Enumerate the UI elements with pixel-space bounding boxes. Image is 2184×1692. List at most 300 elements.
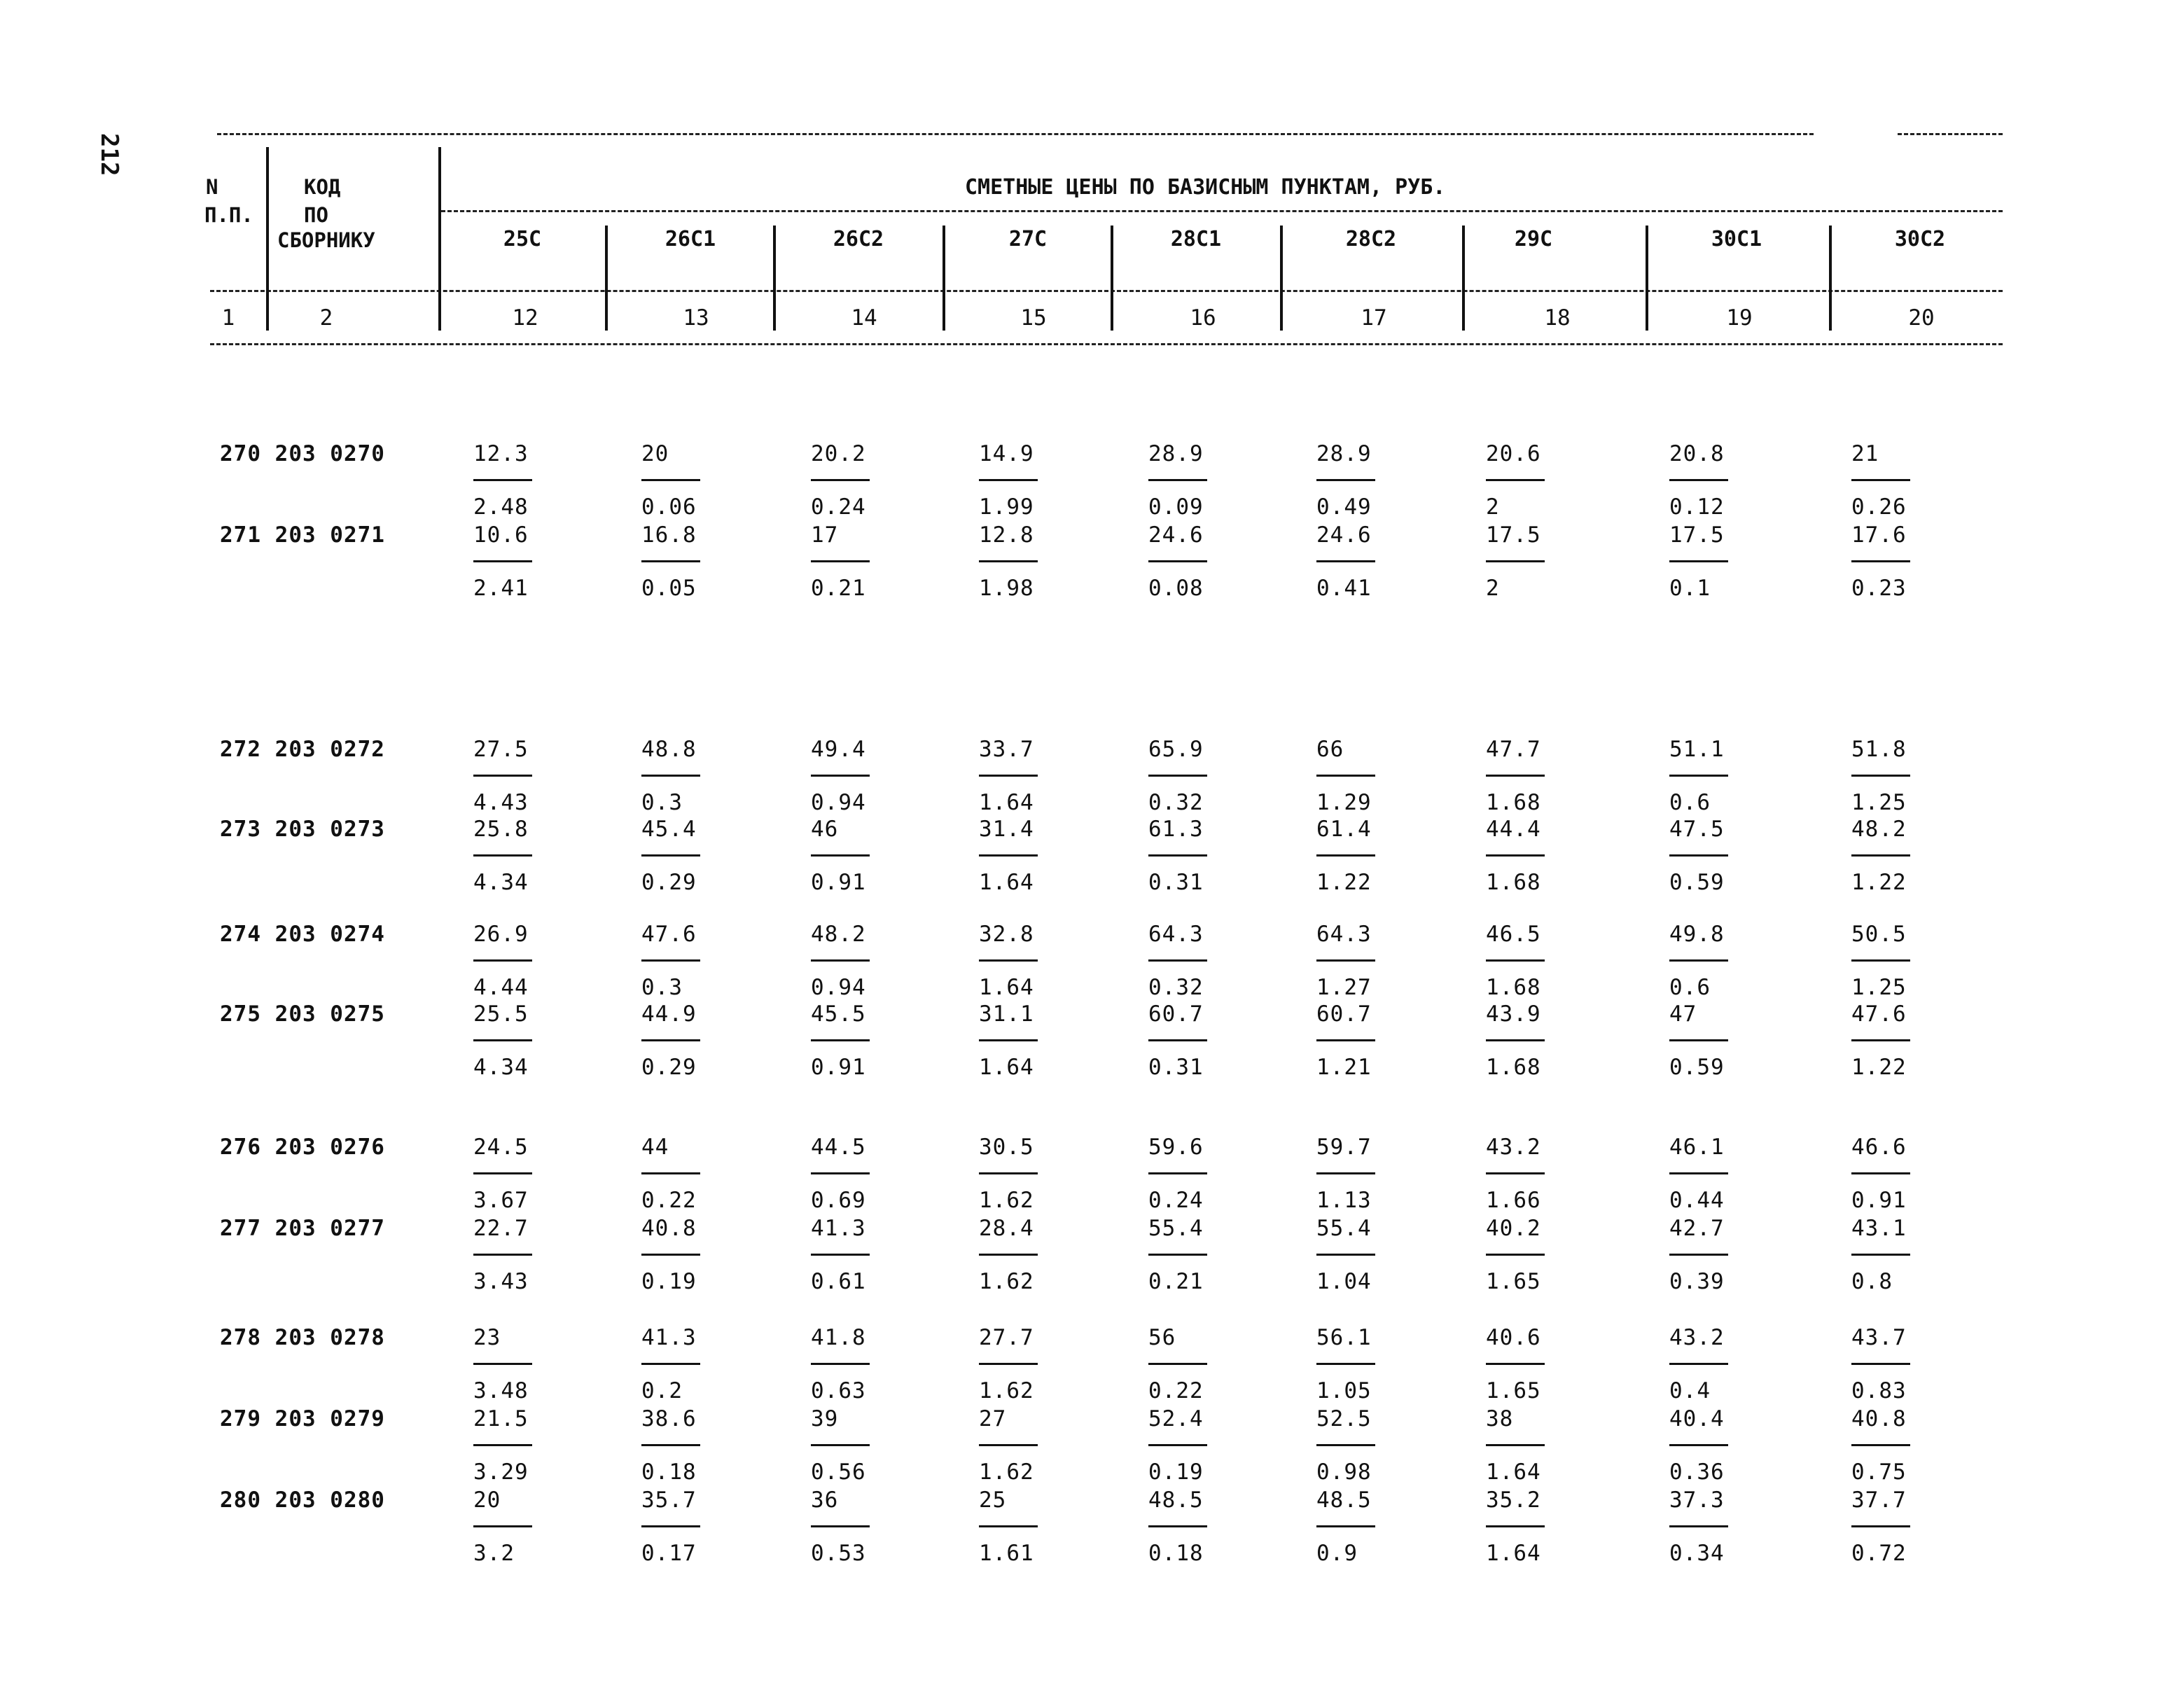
fraction-bar — [1851, 1525, 1910, 1527]
fraction-bar — [811, 1363, 870, 1365]
price-subvalue: 0.17 — [641, 1541, 697, 1566]
price-subvalue: 2 — [1486, 494, 1500, 520]
fraction-bar — [811, 1172, 870, 1174]
price-value: 27.7 — [979, 1325, 1034, 1350]
fraction-bar — [1851, 560, 1910, 562]
header-vbar — [1111, 226, 1113, 331]
price-subvalue: 0.08 — [1148, 576, 1204, 601]
fraction-bar — [1316, 1254, 1375, 1256]
price-value: 61.3 — [1148, 817, 1204, 842]
price-value: 48.5 — [1316, 1488, 1372, 1513]
header-col-number: 16 — [1190, 305, 1216, 331]
price-value: 50.5 — [1851, 922, 1907, 947]
fraction-bar — [1316, 775, 1375, 777]
price-subvalue: 2 — [1486, 576, 1500, 601]
price-subvalue: 0.12 — [1669, 494, 1725, 520]
price-value: 25.5 — [473, 1001, 529, 1027]
fraction-bar — [1851, 1254, 1910, 1256]
fraction-bar — [1851, 1172, 1910, 1174]
fraction-bar — [811, 1039, 870, 1041]
price-subvalue: 0.18 — [1148, 1541, 1204, 1566]
price-value: 52.4 — [1148, 1406, 1204, 1431]
price-subvalue: 1.64 — [979, 870, 1034, 895]
fraction-bar — [1669, 1444, 1728, 1446]
price-subvalue: 1.05 — [1316, 1378, 1372, 1403]
price-value: 65.9 — [1148, 737, 1204, 762]
price-subvalue: 0.69 — [811, 1188, 866, 1213]
price-value: 48.2 — [811, 922, 866, 947]
header-pp: П.П. — [204, 203, 253, 227]
price-subvalue: 0.24 — [811, 494, 866, 520]
fraction-bar — [979, 959, 1038, 962]
fraction-bar — [811, 479, 870, 481]
price-subvalue: 0.19 — [1148, 1459, 1204, 1485]
price-value: 41.8 — [811, 1325, 866, 1350]
header-col-number: 1 — [221, 305, 235, 331]
fraction-bar — [1148, 1254, 1207, 1256]
price-subvalue: 3.67 — [473, 1188, 529, 1213]
fraction-bar — [979, 1039, 1038, 1041]
price-value: 59.7 — [1316, 1135, 1372, 1160]
price-subvalue: 1.21 — [1316, 1055, 1372, 1080]
price-subvalue: 0.83 — [1851, 1378, 1907, 1403]
price-subvalue: 1.66 — [1486, 1188, 1541, 1213]
price-value: 47.7 — [1486, 737, 1541, 762]
fraction-bar — [641, 959, 700, 962]
price-value: 64.3 — [1148, 922, 1204, 947]
fraction-bar — [979, 775, 1038, 777]
row-code: 274 203 0274 — [220, 922, 385, 947]
price-value: 49.8 — [1669, 922, 1725, 947]
price-value: 20 — [473, 1488, 501, 1513]
price-value: 37.3 — [1669, 1488, 1725, 1513]
price-subvalue: 1.65 — [1486, 1269, 1541, 1294]
price-value: 66 — [1316, 737, 1344, 762]
price-subvalue: 0.44 — [1669, 1188, 1725, 1213]
fraction-bar — [1486, 1039, 1545, 1041]
header-bottom-rule — [210, 343, 2003, 345]
header-sub-rule — [210, 290, 2003, 292]
price-value: 44 — [641, 1135, 669, 1160]
fraction-bar — [1148, 1444, 1207, 1446]
fraction-bar — [1486, 959, 1545, 962]
fraction-bar — [1316, 1363, 1375, 1365]
header-vbar — [943, 226, 945, 331]
fraction-bar — [641, 1172, 700, 1174]
price-value: 24.6 — [1148, 522, 1204, 548]
price-value: 31.4 — [979, 817, 1034, 842]
price-subvalue: 0.94 — [811, 975, 866, 1000]
fraction-bar — [1851, 854, 1910, 857]
row-code: 271 203 0271 — [220, 522, 385, 548]
price-value: 56.1 — [1316, 1325, 1372, 1350]
row-code: 275 203 0275 — [220, 1001, 385, 1027]
price-subvalue: 3.48 — [473, 1378, 529, 1403]
price-value: 35.2 — [1486, 1488, 1541, 1513]
fraction-bar — [1316, 479, 1375, 481]
price-value: 40.8 — [641, 1216, 697, 1241]
price-subvalue: 0.72 — [1851, 1541, 1907, 1566]
price-value: 28.4 — [979, 1216, 1034, 1241]
fraction-bar — [1148, 1172, 1207, 1174]
price-value: 45.4 — [641, 817, 697, 842]
price-subvalue: 0.63 — [811, 1378, 866, 1403]
price-value: 47 — [1669, 1001, 1697, 1027]
price-subvalue: 0.32 — [1148, 790, 1204, 815]
price-subvalue: 0.56 — [811, 1459, 866, 1485]
price-subvalue: 1.62 — [979, 1188, 1034, 1213]
price-value: 41.3 — [641, 1325, 697, 1350]
price-value: 24.6 — [1316, 522, 1372, 548]
price-value: 26.9 — [473, 922, 529, 947]
price-subvalue: 0.31 — [1148, 870, 1204, 895]
price-value: 64.3 — [1316, 922, 1372, 947]
price-value: 39 — [811, 1406, 839, 1431]
fraction-bar — [1316, 1444, 1375, 1446]
price-subvalue: 1.61 — [979, 1541, 1034, 1566]
price-value: 47.6 — [641, 922, 697, 947]
header-col-name: 27С — [1008, 227, 1048, 251]
price-subvalue: 0.29 — [641, 870, 697, 895]
fraction-bar — [473, 854, 532, 857]
price-value: 17.6 — [1851, 522, 1907, 548]
price-value: 20.2 — [811, 441, 866, 466]
header-vbar — [1280, 226, 1283, 331]
price-subvalue: 0.09 — [1148, 494, 1204, 520]
price-value: 46.5 — [1486, 922, 1541, 947]
fraction-bar — [1669, 1172, 1728, 1174]
price-subvalue: 2.41 — [473, 576, 529, 601]
price-value: 60.7 — [1148, 1001, 1204, 1027]
price-subvalue: 1.68 — [1486, 1055, 1541, 1080]
fraction-bar — [473, 1444, 532, 1446]
fraction-bar — [1316, 1525, 1375, 1527]
price-subvalue: 1.65 — [1486, 1378, 1541, 1403]
price-value: 48.5 — [1148, 1488, 1204, 1513]
price-value: 43.9 — [1486, 1001, 1541, 1027]
header-code-2: ПО — [304, 203, 328, 227]
price-subvalue: 0.91 — [1851, 1188, 1907, 1213]
fraction-bar — [641, 1039, 700, 1041]
header-col-name: 26С1 — [665, 227, 716, 251]
header-col-name: 28С2 — [1345, 227, 1397, 251]
price-value: 55.4 — [1148, 1216, 1204, 1241]
fraction-bar — [1486, 854, 1545, 857]
price-value: 22.7 — [473, 1216, 529, 1241]
price-value: 51.1 — [1669, 737, 1725, 762]
price-subvalue: 0.49 — [1316, 494, 1372, 520]
fraction-bar — [1851, 959, 1910, 962]
fraction-bar — [1669, 1525, 1728, 1527]
price-subvalue: 0.9 — [1316, 1541, 1358, 1566]
price-value: 12.3 — [473, 441, 529, 466]
price-value: 17 — [811, 522, 839, 548]
price-value: 40.8 — [1851, 1406, 1907, 1431]
price-subvalue: 4.34 — [473, 870, 529, 895]
price-subvalue: 1.68 — [1486, 870, 1541, 895]
price-value: 46.1 — [1669, 1135, 1725, 1160]
header-col-name: 28С1 — [1170, 227, 1222, 251]
price-value: 55.4 — [1316, 1216, 1372, 1241]
fraction-bar — [811, 854, 870, 857]
price-subvalue: 4.43 — [473, 790, 529, 815]
price-value: 38 — [1486, 1406, 1514, 1431]
price-value: 59.6 — [1148, 1135, 1204, 1160]
price-subvalue: 0.3 — [641, 975, 683, 1000]
price-value: 21 — [1851, 441, 1879, 466]
fraction-bar — [1148, 479, 1207, 481]
price-value: 43.1 — [1851, 1216, 1907, 1241]
price-value: 44.9 — [641, 1001, 697, 1027]
price-subvalue: 0.26 — [1851, 494, 1907, 520]
price-subvalue: 4.44 — [473, 975, 529, 1000]
price-subvalue: 0.3 — [641, 790, 683, 815]
price-subvalue: 0.24 — [1148, 1188, 1204, 1213]
price-value: 12.8 — [979, 522, 1034, 548]
row-code: 270 203 0270 — [220, 441, 385, 466]
price-subvalue: 1.64 — [979, 975, 1034, 1000]
fraction-bar — [979, 1363, 1038, 1365]
price-subvalue: 0.39 — [1669, 1269, 1725, 1294]
price-subvalue: 1.27 — [1316, 975, 1372, 1000]
fraction-bar — [1316, 1039, 1375, 1041]
price-value: 46 — [811, 817, 839, 842]
fraction-bar — [1486, 1363, 1545, 1365]
price-value: 43.2 — [1486, 1135, 1541, 1160]
fraction-bar — [473, 479, 532, 481]
price-value: 17.5 — [1669, 522, 1725, 548]
header-vbar — [438, 147, 441, 331]
fraction-bar — [1669, 1039, 1728, 1041]
fraction-bar — [811, 959, 870, 962]
header-mid-rule — [441, 210, 2003, 212]
price-subvalue: 1.22 — [1851, 1055, 1907, 1080]
fraction-bar — [1851, 1444, 1910, 1446]
fraction-bar — [811, 560, 870, 562]
fraction-bar — [1669, 1363, 1728, 1365]
price-value: 52.5 — [1316, 1406, 1372, 1431]
price-subvalue: 0.22 — [641, 1188, 697, 1213]
price-value: 36 — [811, 1488, 839, 1513]
price-subvalue: 1.62 — [979, 1269, 1034, 1294]
price-subvalue: 0.75 — [1851, 1459, 1907, 1485]
fraction-bar — [1851, 1363, 1910, 1365]
header-top-rule — [217, 133, 1814, 135]
fraction-bar — [979, 1172, 1038, 1174]
header-col-name: 30С1 — [1711, 227, 1762, 251]
price-value: 40.4 — [1669, 1406, 1725, 1431]
fraction-bar — [1486, 775, 1545, 777]
price-subvalue: 0.94 — [811, 790, 866, 815]
header-col-number: 18 — [1544, 305, 1571, 331]
price-subvalue: 0.59 — [1669, 870, 1725, 895]
header-col-number: 12 — [512, 305, 538, 331]
price-subvalue: 1.62 — [979, 1378, 1034, 1403]
price-subvalue: 1.98 — [979, 576, 1034, 601]
fraction-bar — [473, 1039, 532, 1041]
price-subvalue: 0.8 — [1851, 1269, 1893, 1294]
price-subvalue: 0.4 — [1669, 1378, 1711, 1403]
row-code: 277 203 0277 — [220, 1216, 385, 1241]
price-value: 30.5 — [979, 1135, 1034, 1160]
fraction-bar — [1486, 1254, 1545, 1256]
row-code: 273 203 0273 — [220, 817, 385, 842]
price-value: 32.8 — [979, 922, 1034, 947]
fraction-bar — [641, 560, 700, 562]
price-value: 31.1 — [979, 1001, 1034, 1027]
fraction-bar — [1316, 854, 1375, 857]
fraction-bar — [473, 1363, 532, 1365]
price-value: 48.8 — [641, 737, 697, 762]
price-subvalue: 0.53 — [811, 1541, 866, 1566]
price-value: 40.2 — [1486, 1216, 1541, 1241]
price-subvalue: 0.21 — [1148, 1269, 1204, 1294]
fraction-bar — [1669, 775, 1728, 777]
price-subvalue: 1.25 — [1851, 790, 1907, 815]
row-code: 279 203 0279 — [220, 1406, 385, 1431]
price-subvalue: 0.41 — [1316, 576, 1372, 601]
fraction-bar — [1486, 1172, 1545, 1174]
fraction-bar — [1486, 1525, 1545, 1527]
price-subvalue: 0.98 — [1316, 1459, 1372, 1485]
price-value: 42.7 — [1669, 1216, 1725, 1241]
header-col-name: 25С — [503, 227, 542, 251]
price-subvalue: 3.2 — [473, 1541, 515, 1566]
price-subvalue: 0.1 — [1669, 576, 1711, 601]
price-subvalue: 0.6 — [1669, 975, 1711, 1000]
header-vbar — [605, 226, 608, 331]
header-col-number: 15 — [1020, 305, 1047, 331]
price-value: 28.9 — [1148, 441, 1204, 466]
fraction-bar — [1669, 959, 1728, 962]
price-subvalue: 3.43 — [473, 1269, 529, 1294]
price-value: 47.5 — [1669, 817, 1725, 842]
price-value: 14.9 — [979, 441, 1034, 466]
price-subvalue: 1.64 — [979, 790, 1034, 815]
fraction-bar — [1669, 479, 1728, 481]
price-subvalue: 0.18 — [641, 1459, 697, 1485]
price-value: 21.5 — [473, 1406, 529, 1431]
fraction-bar — [1486, 479, 1545, 481]
price-subvalue: 3.29 — [473, 1459, 529, 1485]
row-code: 272 203 0272 — [220, 737, 385, 762]
price-value: 38.6 — [641, 1406, 697, 1431]
price-value: 28.9 — [1316, 441, 1372, 466]
header-col-number: 13 — [683, 305, 709, 331]
price-subvalue: 0.23 — [1851, 576, 1907, 601]
price-value: 33.7 — [979, 737, 1034, 762]
price-value: 20.6 — [1486, 441, 1541, 466]
price-subvalue: 1.22 — [1851, 870, 1907, 895]
fraction-bar — [1316, 560, 1375, 562]
fraction-bar — [1148, 560, 1207, 562]
price-subvalue: 0.32 — [1148, 975, 1204, 1000]
fraction-bar — [1486, 560, 1545, 562]
fraction-bar — [1669, 560, 1728, 562]
price-value: 27 — [979, 1406, 1007, 1431]
header-col-number: 14 — [851, 305, 877, 331]
price-value: 41.3 — [811, 1216, 866, 1241]
fraction-bar — [473, 1525, 532, 1527]
price-subvalue: 0.2 — [641, 1378, 683, 1403]
price-value: 45.5 — [811, 1001, 866, 1027]
price-subvalue: 1.68 — [1486, 975, 1541, 1000]
price-subvalue: 0.59 — [1669, 1055, 1725, 1080]
fraction-bar — [979, 1525, 1038, 1527]
price-value: 40.6 — [1486, 1325, 1541, 1350]
fraction-bar — [473, 560, 532, 562]
price-subvalue: 0.29 — [641, 1055, 697, 1080]
row-code: 280 203 0280 — [220, 1488, 385, 1513]
fraction-bar — [1851, 775, 1910, 777]
price-subvalue: 1.04 — [1316, 1269, 1372, 1294]
fraction-bar — [473, 775, 532, 777]
fraction-bar — [979, 560, 1038, 562]
header-prices-title: СМЕТНЫЕ ЦЕНЫ ПО БАЗИСНЫМ ПУНКТАМ, РУБ. — [965, 175, 1446, 200]
price-value: 43.2 — [1669, 1325, 1725, 1350]
fraction-bar — [473, 1172, 532, 1174]
fraction-bar — [641, 479, 700, 481]
price-subvalue: 0.05 — [641, 576, 697, 601]
fraction-bar — [1486, 1444, 1545, 1446]
price-value: 23 — [473, 1325, 501, 1350]
price-subvalue: 0.91 — [811, 1055, 866, 1080]
header-vbar — [1829, 226, 1832, 331]
fraction-bar — [1851, 1039, 1910, 1041]
price-value: 25.8 — [473, 817, 529, 842]
header-n: N — [206, 175, 218, 199]
fraction-bar — [1851, 479, 1910, 481]
header-code-1: КОД — [304, 175, 341, 199]
price-subvalue: 0.31 — [1148, 1055, 1204, 1080]
price-value: 44.4 — [1486, 817, 1541, 842]
price-subvalue: 0.21 — [811, 576, 866, 601]
header-col-number: 20 — [1908, 305, 1935, 331]
fraction-bar — [641, 1254, 700, 1256]
fraction-bar — [641, 1444, 700, 1446]
price-value: 56 — [1148, 1325, 1176, 1350]
fraction-bar — [641, 854, 700, 857]
price-value: 44.5 — [811, 1135, 866, 1160]
price-subvalue: 1.64 — [1486, 1541, 1541, 1566]
header-code-3: СБОРНИКУ — [277, 228, 375, 252]
price-subvalue: 1.68 — [1486, 790, 1541, 815]
price-subvalue: 0.91 — [811, 870, 866, 895]
fraction-bar — [1148, 775, 1207, 777]
fraction-bar — [1669, 1254, 1728, 1256]
price-value: 49.4 — [811, 737, 866, 762]
header-col-number: 19 — [1726, 305, 1753, 331]
fraction-bar — [1148, 1363, 1207, 1365]
price-value: 48.2 — [1851, 817, 1907, 842]
fraction-bar — [473, 959, 532, 962]
fraction-bar — [641, 775, 700, 777]
header-col-name: 30С2 — [1894, 227, 1946, 251]
header-col-number: 17 — [1361, 305, 1387, 331]
fraction-bar — [1148, 1525, 1207, 1527]
price-subvalue: 0.34 — [1669, 1541, 1725, 1566]
price-value: 61.4 — [1316, 817, 1372, 842]
page-number: 212 — [95, 133, 123, 176]
fraction-bar — [1669, 854, 1728, 857]
price-value: 27.5 — [473, 737, 529, 762]
fraction-bar — [811, 1444, 870, 1446]
fraction-bar — [979, 479, 1038, 481]
fraction-bar — [979, 854, 1038, 857]
price-subvalue: 1.22 — [1316, 870, 1372, 895]
fraction-bar — [811, 775, 870, 777]
fraction-bar — [1316, 959, 1375, 962]
